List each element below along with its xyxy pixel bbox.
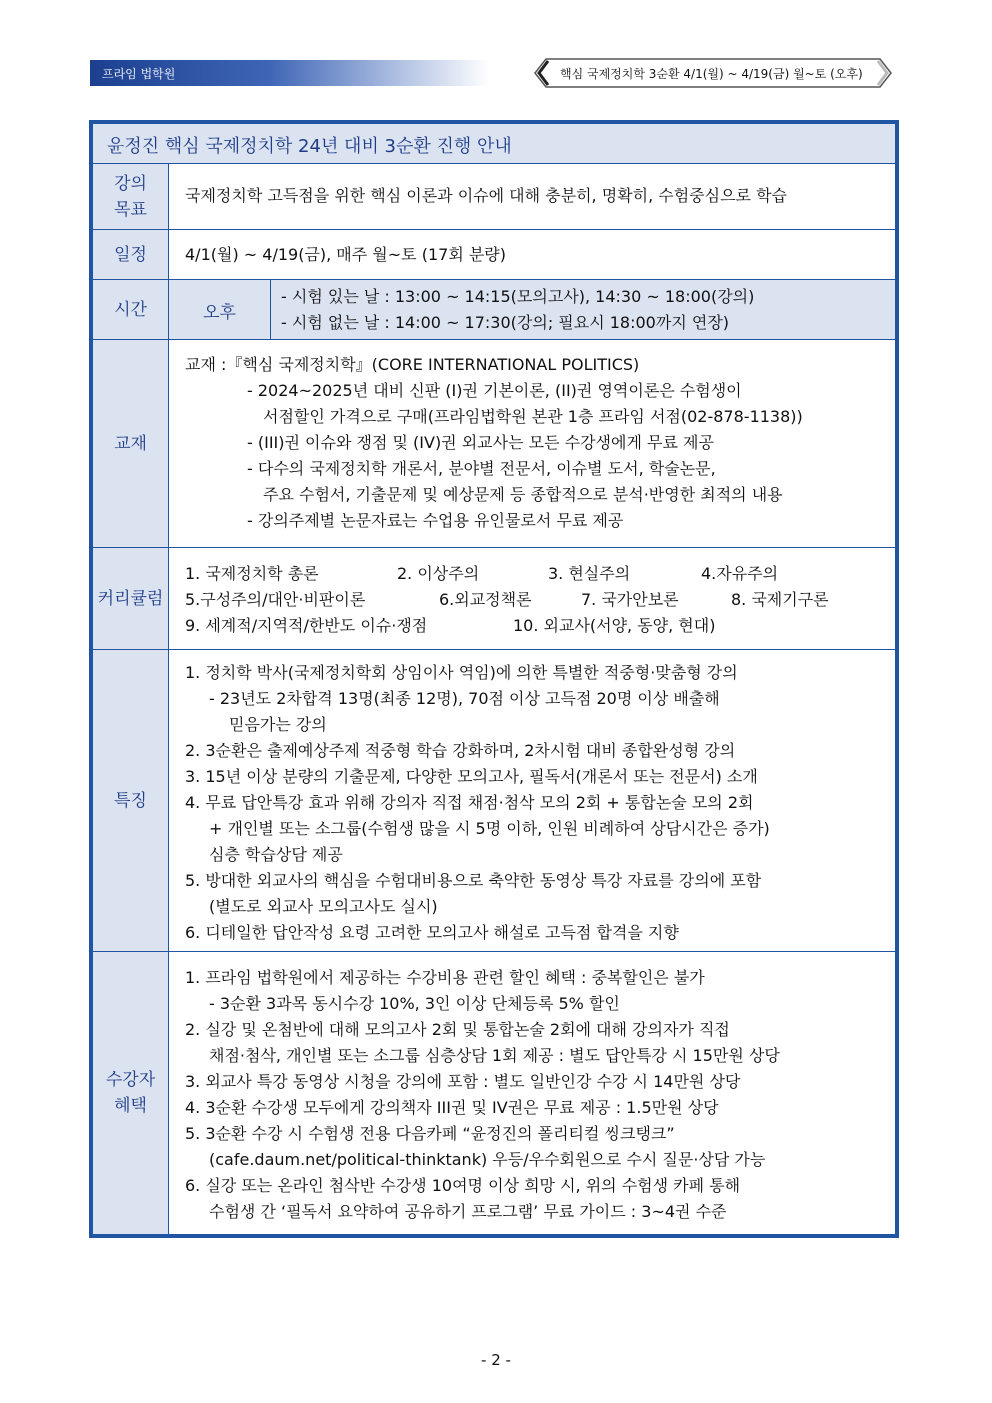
curriculum-item: 4.자유주의 [701,564,779,583]
course-info-banner [534,58,892,88]
curriculum-item: 8. 국제기구론 [731,590,829,609]
feature-line: 2. 3순환은 출제예상주제 적중형 학습 강화하며, 2차시험 대비 종합완성형 강의 [185,741,736,760]
benefit-line: 수험생 간 ‘필독서 요약하여 공유하기 프로그램’ 무료 가이드 : 3~4권 수준 [209,1202,727,1221]
textbook-line: - (III)권 이슈와 쟁점 및 (IV)권 외교사는 모든 수강생에게 무료 제공 [247,433,714,452]
feature-line: 5. 방대한 외교사의 핵심을 수험대비용으로 축약한 동영상 특강 자료를 강의에 포함 [185,871,762,890]
benefit-line: 4. 3순환 수강생 모두에게 강의책자 III권 및 IV권은 무료 제공 : 1.5만원 상당 [185,1098,719,1117]
feature-line: 믿음가는 강의 [229,715,327,734]
curriculum-item: 10. 외교사(서양, 동양, 현대) [513,616,716,635]
feature-line: 3. 15년 이상 분량의 기출문제, 다양한 모의고사, 필독서(개론서 또는 전문서) 소개 [185,767,758,786]
benefit-line: 6. 실강 또는 온라인 첨삭반 수강생 10여명 이상 희망 시, 위의 수험생 카페 통해 [185,1176,741,1195]
feature-line: (별도로 외교사 모의고사도 실시) [209,897,438,916]
features-label: 특징 [93,650,169,952]
curriculum-item: 7. 국가안보론 [581,590,679,609]
benefit-line: 1. 프라임 법학원에서 제공하는 수강비용 관련 할인 혜택 : 중복할인은 불가 [185,968,705,987]
schedule-label: 일정 [93,230,169,280]
feature-line: 6. 디테일한 답안작성 요령 고려한 모의고사 해설로 고득점 합격을 지향 [185,923,679,942]
feature-line: + 개인별 또는 소그룹(수험생 많을 시 5명 이하, 인원 비례하여 상담시간은 증가) [209,819,770,838]
table-title-row [93,124,895,164]
curriculum-item: 3. 현실주의 [548,564,631,583]
feature-line: - 23년도 2차합격 13명(최종 12명), 70점 이상 고득점 20명 이상 배출해 [209,689,720,708]
schedule-text: 4/1(월) ~ 4/19(금), 매주 월~토 (17회 분량) [185,245,507,264]
textbook-line: - 강의주제별 논문자료는 수업용 유인물로서 무료 제공 [247,511,624,530]
academy-banner [90,60,490,86]
goal-label: 강의 목표 [93,164,169,230]
textbook-label: 교재 [93,340,169,548]
page-number: - 2 - [481,1351,511,1369]
time-line-2: - 시험 없는 날 : 14:00 ~ 17:30(강의; 필요시 18:00까지 연장) [281,313,730,332]
table-title: 윤정진 핵심 국제정치학 24년 대비 3순환 진행 안내 [107,136,512,157]
textbook-line: 주요 수험서, 기출문제 및 예상문제 등 종합적으로 분석·반영한 최적의 내용 [263,485,783,504]
feature-line: 1. 정치학 박사(국제정치학회 상임이사 역임)에 의한 특별한 적중형·맞춤형 강의 [185,663,738,682]
academy-name: 프라임 법학원 [102,67,176,81]
benefit-line: - 3순환 3과목 동시수강 10%, 3인 이상 단체등록 5% 할인 [209,994,620,1013]
textbook-line: 교재 :『핵심 국제정치학』(CORE INTERNATIONAL POLITICS) [185,355,640,374]
benefit-line: 5. 3순환 수강 시 수험생 전용 다음카페 “윤정진의 폴리티컬 씽크탱크” [185,1124,675,1143]
course-info-table [89,120,899,1238]
curriculum-item: 1. 국제정치학 총론 [185,564,319,583]
divider [93,649,895,650]
feature-line: 심층 학습상담 제공 [209,845,343,864]
divider [93,547,895,548]
time-line-1: - 시험 있는 날 : 13:00 ~ 14:15(모의고사), 14:30 ~ 18:00(강의) [281,287,755,306]
goal-text: 국제정치학 고득점을 위한 핵심 이론과 이슈에 대해 충분히, 명확히, 수험중심으로 학습 [185,186,787,205]
curriculum-item: 6.외교정책론 [439,590,532,609]
feature-line: 4. 무료 답안특강 효과 위해 강의자 직접 채점·첨삭 모의 2회 + 통합논술 모의 2회 [185,793,754,812]
course-info: 핵심 국제정치학 3순환 4/1(월) ~ 4/19(금) 월~토 (오후) [560,67,863,81]
textbook-line: 서점할인 가격으로 구매(프라임법학원 본관 1층 프라임 서점(02-878-1138)) [263,407,803,426]
benefit-line: 2. 실강 및 온첨반에 대해 모의고사 2회 및 통합논술 2회에 대해 강의자가 직접 [185,1020,730,1039]
divider [93,229,895,230]
curriculum-item: 2. 이상주의 [397,564,480,583]
time-label: 시간 [93,280,169,340]
divider [93,339,895,340]
textbook-line: - 2024~2025년 대비 신판 (I)권 기본이론, (II)권 영역이론은 수험생이 [247,381,742,400]
benefit-line: (cafe.daum.net/political-thinktank) 우등/우수회원으로 수시 질문·상담 가능 [209,1150,766,1169]
benefit-line: 3. 외교사 특강 동영상 시청을 강의에 포함 : 별도 일반인강 수강 시 14만원 상당 [185,1072,741,1091]
benefits-label: 수강자 혜택 [93,952,169,1234]
divider [93,951,895,952]
textbook-line: - 다수의 국제정치학 개론서, 분야별 전문서, 이슈별 도서, 학술논문, [247,459,716,478]
time-period: 오후 [169,280,271,340]
benefit-line: 채점·첨삭, 개인별 또는 소그룹 심층상담 1회 제공 : 별도 답안특강 시 15만원 상당 [209,1046,780,1065]
curriculum-item: 5.구성주의/대안·비판이론 [185,590,366,609]
curriculum-label: 커리큘럼 [93,548,169,650]
curriculum-item: 9. 세계적/지역적/한반도 이슈·쟁점 [185,616,428,635]
